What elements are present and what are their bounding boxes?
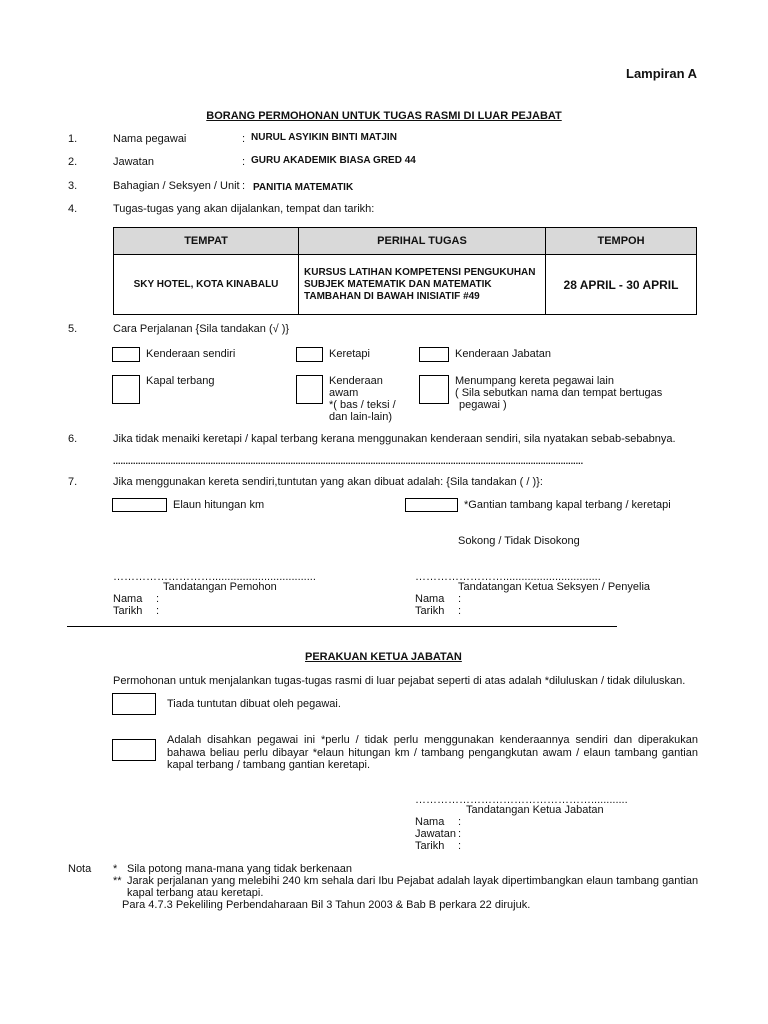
label-colon: : [458,816,462,828]
field-label-unit: Bahagian / Seksyen / Unit [113,180,240,192]
certification-intro: Permohonan untuk menjalankan tugas-tugas rasmi di luar pejabat seperti di atas adalah *diluluskan / tidak diluluskan. [113,675,686,687]
checkbox-ride-along[interactable] [419,375,449,404]
applicant-signature-title: Tandatangan Pemohon [163,581,277,593]
item-num-5: 5. [68,323,78,335]
col-header-place: TEMPAT [114,228,299,255]
cell-place[interactable]: SKY HOTEL, KOTA KINABALU [114,255,299,315]
head-name-label: Nama [415,816,445,828]
option-ride-l2: ( Sila sebutkan nama dan tempat bertugas [455,387,663,399]
option-public-l2: awam [329,387,359,399]
applicant-date-label: Tarikh [113,605,143,617]
field-label-position: Jawatan [113,156,154,168]
head-signature-line[interactable]: …………………………………………............ [415,794,628,806]
option-public-l1: Kenderaan [329,375,383,387]
field-num-1: 1. [68,133,78,145]
section-divider [67,626,617,627]
table-row [114,255,697,315]
option-no-claim: Tiada tuntutan dibuat oleh pegawai. [167,698,341,710]
cell-period[interactable]: 28 APRIL - 30 APRIL [546,255,697,315]
supervisor-signature-title: Tandatangan Ketua Seksyen / Penyelia [458,581,651,593]
field-colon: : [242,133,246,145]
option-verified: Adalah disahkan pegawai ini *perlu / tidak perlu menggunakan kenderaannya sendiri dan diperakukan bahawa beliau perlu dibayar *elaun hitungan km / tambang pengangkutan awam / elaun tambang gantian kapal terbang / tambang gantian keretapi. [167,734,698,771]
head-date-label: Tarikh [415,840,445,852]
checkbox-train[interactable] [296,347,323,362]
option-airplane: Kapal terbang [146,375,215,387]
supervisor-signature-line[interactable]: ……………………................................ [415,571,601,583]
table-header-row [114,228,697,255]
label-colon: : [458,593,462,605]
field-colon: : [242,156,246,168]
field-colon: : [242,180,246,192]
checkbox-own-vehicle[interactable] [112,347,140,362]
option-fare-replacement: *Gantian tambang kapal terbang / keretapi [464,499,671,511]
field-value-position[interactable]: GURU AKADEMIK BIASA GRED 44 [251,155,416,166]
checkbox-mileage[interactable] [112,498,167,512]
item-num-6: 6. [68,433,78,445]
note-2-mark: ** [113,875,122,887]
note-1-text: Sila potong mana-mana yang tidak berkenaan [127,863,353,875]
head-signature-title: Tandatangan Ketua Jabatan [466,804,604,816]
label-colon: : [458,605,462,617]
cell-task[interactable]: KURSUS LATIHAN KOMPETENSI PENGUKUHAN SUBJEK MATEMATIK DAN MATEMATIK TAMBAHAN DI BAWAH INISIATIF #49 [299,255,546,315]
item6-text: Jika tidak menaiki keretapi / kapal terbang kerana menggunakan kenderaan sendiri, sila nyatakan sebab-sebabnya. [113,433,676,445]
support-status: Sokong / Tidak Disokong [458,535,580,547]
option-own-vehicle: Kenderaan sendiri [146,348,236,360]
item4-text: Tugas-tugas yang akan dijalankan, tempat dan tarikh: [113,203,375,215]
form-title: BORANG PERMOHONAN UNTUK TUGAS RASMI DI LUAR PEJABAT [206,110,562,122]
field-num-2: 2. [68,156,78,168]
notes-label: Nota [68,863,92,875]
item-num-7: 7. [68,476,78,488]
note-2-line-2: kapal terbang atau keretapi. [127,887,264,899]
certification-title: PERAKUAN KETUA JABATAN [305,651,462,663]
checkbox-fare-replacement[interactable] [405,498,458,512]
checkbox-airplane[interactable] [112,375,140,404]
col-header-period: TEMPOH [546,228,697,255]
label-colon: : [156,593,160,605]
checkbox-dept-vehicle[interactable] [419,347,449,362]
note-1-mark: * [113,863,118,875]
item-num-4: 4. [68,203,78,215]
field-value-name[interactable]: NURUL ASYIKIN BINTI MATJIN [251,132,397,143]
field-label-name: Nama pegawai [113,133,187,145]
annex-label: Lampiran A [626,66,698,81]
item7-text: Jika menggunakan kereta sendiri,tuntutan yang akan dibuat adalah: {Sila tandakan ( / )}: [113,476,543,488]
label-colon: : [458,840,462,852]
note-2-line-3: Para 4.7.3 Pekeliling Perbendaharaan Bil 3 Tahun 2003 & Bab B perkara 22 dirujuk. [122,899,531,911]
field-value-unit[interactable]: PANITIA MATEMATIK [253,182,354,193]
checkbox-public-transport[interactable] [296,375,323,404]
head-position-label: Jawatan [415,828,456,840]
option-ride-l1: Menumpang kereta pegawai lain [455,375,614,387]
option-ride-l3: pegawai ) [459,399,507,411]
checkbox-no-claim[interactable] [112,693,156,715]
label-colon: : [458,828,462,840]
col-header-task: PERIHAL TUGAS [299,228,546,255]
field-num-3: 3. [68,180,78,192]
item5-text: Cara Perjalanan {Sila tandakan (√ )} [113,323,290,335]
option-train: Keretapi [329,348,370,360]
applicant-name-label: Nama [113,593,143,605]
supervisor-name-label: Nama [415,593,445,605]
option-public-l3: *( bas / teksi / [329,399,396,411]
label-colon: : [156,605,160,617]
reason-dotted-line[interactable]: ............................................................................................................................................................................................ [113,456,584,466]
checkbox-verified[interactable] [112,739,156,761]
task-table [113,227,697,315]
option-mileage: Elaun hitungan km [173,499,265,511]
option-public-l4: dan lain-lain) [329,411,392,423]
applicant-signature-line[interactable]: ……………………….................................. [113,571,316,583]
supervisor-date-label: Tarikh [415,605,445,617]
option-dept-vehicle: Kenderaan Jabatan [455,348,552,360]
note-2-line-1: Jarak perjalanan yang melebihi 240 km sehala dari Ibu Pejabat adalah layak dipertimbangkan elaun tambang gantian [127,875,699,887]
